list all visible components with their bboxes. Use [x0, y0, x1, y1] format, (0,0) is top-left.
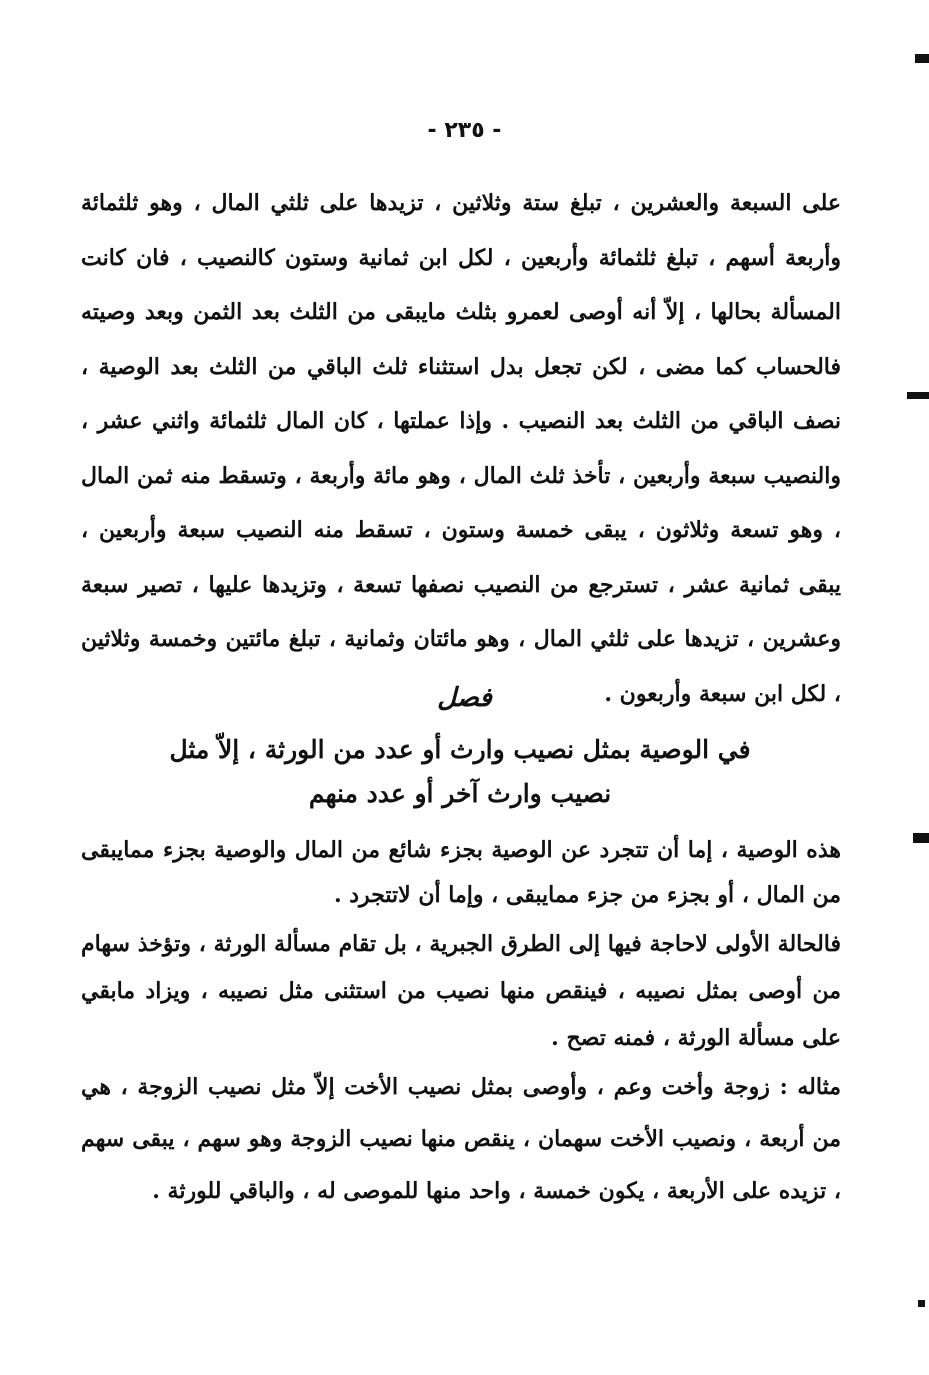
paragraph-first-case: فالحالة الأولى لاحاجة فيها إلى الطرق الجبرية ، بل تقام مسألة الورثة ، وتؤخذ سهام من أوصى بمثل نصيبه ، فينقص منها نصيب من استثنى مثل نصيبه ، ويزاد مابقي على مسألة الورثة ، فمنه تصح .: [81, 931, 841, 1051]
paragraph-example: مثاله : زوجة وأخت وعم ، وأوصى بمثل نصيب الأخت إلاّ مثل نصيب الزوجة ، هي من أربعة ، ونصيب الأخت سهمان ، ينقص منها نصيب الزوجة وهو سهم ، يبقى سهم ، تزيده على الأربعة ، يكون خمسة ، واحد منها للموصى له ، والباقي للورثة .: [81, 1074, 841, 1204]
section-title: فصل: [437, 683, 492, 713]
section-heading-line-2: نصيب وارث آخر أو عدد منهم: [308, 779, 612, 808]
scan-mark-2: [907, 392, 929, 399]
paragraph-continuation: على السبعة والعشرين ، تبلغ ستة وثلاثين ، تزيدها على ثلثي المال ، وهو ثلثمائة وأربعة أسهم ، تبلغ ثلثمائة وأربعين ، لكل ابن ثمانية وستون كالنصيب ، فان كانت المسألة بحالها ، إلاّ أنه أوصى لعمرو بثلث مايبقى من الثلث بعد الثمن وبعد وصيته فالحساب كما مضى ، لكن تجعل بدل استثناء ثلث الباقي من الثلث بعد الوصية ، نصف الباقي من الثلث بعد النصيب . وإذا عملتها ، كان المال ثلثمائة واثني عشر ، والنصيب سبعة وأربعين ، تأخذ ثلث المال ، وهو مائة وأربعة ، وتسقط منه ثمن المال ، وهو تسعة وثلاثون ، يبقى خمسة وستون ، تسقط منه النصيب سبعة وأربعين ، يبقى ثمانية عشر ، تسترجع من النصيب نصفها تسعة ، وتزيدها عليها ، تصير سبعة وعشرين ، تزيدها على ثلثي المال ، وهو مائتان وثمانية ، تبلغ مائتين وخمسة وثلاثين ، لكل ابن سبعة وأربعون .: [81, 190, 842, 707]
section-heading: [150, 728, 770, 816]
page-number: - ٢٣٥ -: [427, 118, 502, 143]
section-heading-line-1: في الوصية بمثل نصيب وارث أو عدد من الورثة ، إلاّ مثل: [169, 735, 751, 764]
scan-mark-4: [918, 1300, 925, 1307]
paragraph-intro: هذه الوصية ، إما أن تتجرد عن الوصية بجزء شائع من المال والوصية بجزء ممايبقى من المال ، أو بجزء من جزء ممايبقى ، وإما أن لاتتجرد .: [81, 837, 841, 908]
scan-mark-3: [913, 833, 929, 843]
scan-mark-1: [915, 54, 929, 63]
